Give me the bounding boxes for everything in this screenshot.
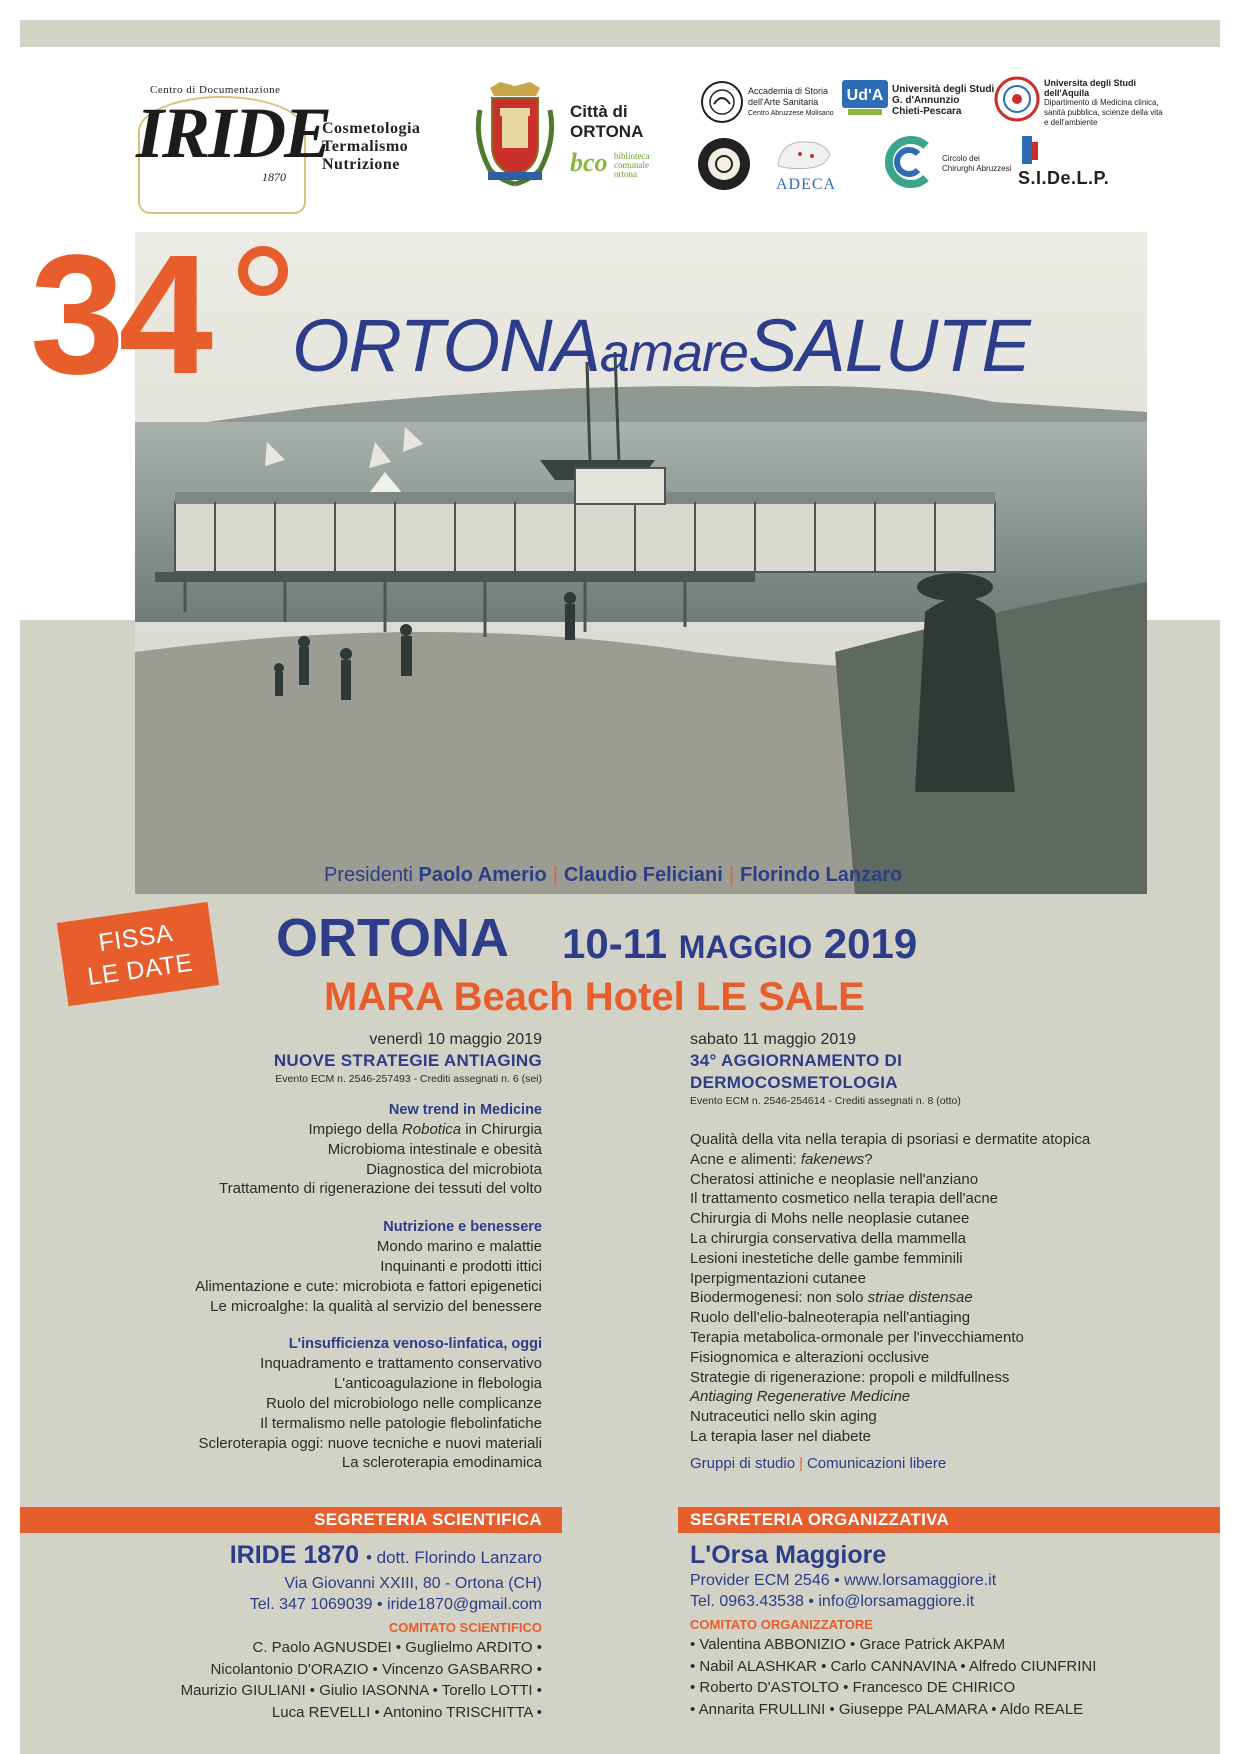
list-item: Antiaging Regenerative Medicine <box>690 1388 911 1406</box>
list-item: Cheratosi attiniche e neoplasie nell'anziano <box>690 1170 979 1188</box>
univ-aquila-line3: Dipartimento di Medicina clinica, <box>1044 98 1159 107</box>
presidents-line <box>324 864 902 887</box>
president-2: Claudio Feliciani <box>563 864 723 886</box>
univ-chieti-label <box>892 84 994 117</box>
bco-sub: biblioteca comunale ortona <box>614 150 650 179</box>
day1-date: venerdì 10 maggio 2019 <box>369 1031 542 1048</box>
list-item: Inquadramento e trattamento conservativo <box>260 1355 542 1373</box>
accademia-line3: Centro Abruzzese Molisano <box>748 110 834 117</box>
citta-line2: ORTONA <box>570 122 644 141</box>
bco-mark: bco <box>570 148 608 177</box>
presidents-label: Presidenti <box>324 864 413 886</box>
list-item: Impiego della Robotica in Chirurgia <box>308 1121 542 1138</box>
list-item: L'anticoagulazione in flebologia <box>333 1375 542 1393</box>
list-item: La scleroterapia emodinamica <box>341 1454 542 1472</box>
edition-number: 34 <box>30 220 208 410</box>
day1-program <box>100 1030 542 1473</box>
list-item: Qualità della vita nella terapia di psoriasi e dermatite atopica <box>690 1131 1091 1148</box>
separator: | <box>799 1454 803 1472</box>
day1-title: NUOVE STRATEGIE ANTIAGING <box>273 1051 542 1070</box>
circolo-line2: Chirurghi Abruzzesi <box>942 164 1012 173</box>
segreteria-scientifica-bar: SEGRETERIA SCIENTIFICA <box>20 1507 562 1533</box>
univ-aquila-seal-icon <box>994 76 1040 122</box>
accademia-seal-icon <box>700 80 744 124</box>
list-item: Lesioni inestetiche delle gambe femminili <box>690 1249 963 1267</box>
seg-sci-address: Via Giovanni XXIII, 80 - Ortona (CH) <box>284 1575 542 1592</box>
univ-chieti-line3: Chieti-Pescara <box>892 106 962 117</box>
comitato-scientifico-title: COMITATO SCIENTIFICO <box>388 1620 542 1635</box>
circolo-chirurghi-logo-icon <box>882 134 938 190</box>
committee-line: Luca REVELLI • Antonino TRISCHITTA • <box>271 1703 542 1721</box>
list-item: Il trattamento cosmetico nella terapia dell'acne <box>690 1190 999 1208</box>
committee-line: C. Paolo AGNUSDEI • Guglielmo ARDITO • <box>252 1639 542 1656</box>
separator: | <box>728 864 735 886</box>
committee-line: • Roberto D'ASTOLTO • Francesco DE CHIRICO <box>690 1679 1016 1696</box>
accademia-line1: Accademia di Storia <box>748 86 829 96</box>
subject-termalismo: Termalismo <box>322 138 409 155</box>
seg-sci-org <box>100 1540 542 1573</box>
bco-logo <box>570 148 668 179</box>
seg-org-name: L'Orsa Maggiore <box>690 1541 887 1569</box>
list-item: Alimentazione e cute: microbiota e fattori epigenetici <box>195 1277 542 1295</box>
univ-chieti-line1: Università degli Studi <box>892 84 995 95</box>
separator: | <box>552 864 558 886</box>
event-city: ORTONA <box>276 908 510 968</box>
iride-year: 1870 <box>262 170 286 184</box>
accademia-line2: dell'Arte Sanitaria <box>748 97 819 107</box>
svg-text:Ud'A: Ud'A <box>846 87 884 104</box>
circolo-line1: Circolo dei <box>942 154 980 163</box>
list-item: Terapia metabolica-ormonale per l'invecchiamento <box>690 1328 1024 1346</box>
day2-program <box>690 1030 1210 1472</box>
ortona-crest-icon <box>470 80 560 188</box>
seg-sci-contact: Tel. 347 1069039 • iride1870@gmail.com <box>249 1596 542 1613</box>
gruppi-di-studio: Gruppi di studio <box>690 1454 796 1472</box>
event-days: 10-11 <box>562 920 668 967</box>
badge-line1: FISSA <box>96 919 175 958</box>
title-amare: amare <box>599 323 748 383</box>
list-item: La terapia laser nel diabete <box>690 1427 871 1445</box>
list-item: Nutraceutici nello skin aging <box>690 1408 877 1426</box>
international-academy-seal-icon <box>696 136 752 192</box>
list-item: Iperpigmentazioni cutanee <box>690 1269 866 1287</box>
list-item: Mondo marino e malattie <box>376 1238 542 1256</box>
list-item: La chirurgia conservativa della mammella <box>690 1229 966 1247</box>
univ-aquila-line4: sanità pubblica, scienze della vita <box>1044 108 1163 117</box>
univ-aquila-line5: e dell'ambiente <box>1044 118 1098 127</box>
ud-a-logo-icon <box>842 80 888 116</box>
list-item: Acne e alimenti: fakenews? <box>690 1150 873 1168</box>
title-ortona: ORTONA <box>292 304 600 387</box>
list-item: Microbioma intestinale e obesità <box>327 1140 542 1158</box>
adeca-map-icon <box>770 136 838 172</box>
seg-org-contact: Tel. 0963.43538 • info@lorsamaggiore.it <box>690 1593 975 1610</box>
sidelp-label: S.I.De.L.P. <box>1018 168 1110 188</box>
iride-wordmark: IRIDE <box>136 93 331 173</box>
univ-aquila-label <box>1044 78 1163 128</box>
degree-symbol <box>238 246 288 296</box>
segreteria-organizzativa-bar: SEGRETERIA ORGANIZZATIVA <box>678 1507 1220 1533</box>
president-1: Paolo Amerio <box>418 864 547 886</box>
seg-org-address: Provider ECM 2546 • www.lorsamaggiore.it <box>690 1572 997 1589</box>
segreteria-organizzativa <box>690 1540 1210 1720</box>
list-item: Ruolo dell'elio-balneoterapia nell'antiaging <box>690 1309 971 1327</box>
univ-aquila-line1: Universita degli Studi <box>1044 78 1137 88</box>
subject-nutrizione: Nutrizione <box>322 156 400 173</box>
list-item: Scleroterapia oggi: nuove tecniche e nuovi materiali <box>198 1434 542 1452</box>
committee-line: Maurizio GIULIANI • Giulio IASONNA • Torello LOTTI • <box>180 1682 542 1699</box>
event-venue: MARA Beach Hotel LE SALE <box>324 975 865 1019</box>
comunicazioni-libere: Comunicazioni libere <box>806 1454 947 1472</box>
subject-cosmetologia: Cosmetologia <box>322 120 421 137</box>
list-item: Fisiognomica e alterazioni occlusive <box>690 1348 930 1366</box>
list-item: Trattamento di rigenerazione dei tessuti del volto <box>219 1180 542 1198</box>
day1-section-title: Nutrizione e benessere <box>383 1219 542 1236</box>
list-item: Ruolo del microbiologo nelle complicanze <box>266 1394 542 1412</box>
sidelp-emblem-icon <box>1020 134 1040 166</box>
committee-line: • Nabil ALASHKAR • Carlo CANNAVINA • Alfredo CIUNFRINI <box>690 1657 1097 1675</box>
day2-ecm: Evento ECM n. 2546-254614 - Crediti assegnati n. 8 (otto) <box>690 1095 961 1107</box>
univ-aquila-line2: dell'Aquila <box>1044 88 1090 98</box>
list-item: Chirurgia di Mohs nelle neoplasie cutanee <box>690 1210 970 1228</box>
iride-org-name: IRIDE 1870 <box>229 1541 359 1569</box>
event-year: 2019 <box>823 920 918 967</box>
citta-di-ortona <box>570 102 643 142</box>
title-salute: SALUTE <box>747 304 1030 387</box>
top-band <box>20 20 1220 47</box>
iride-org-contact-person: • dott. Florindo Lanzaro <box>365 1548 542 1567</box>
day1-ecm: Evento ECM n. 2546-257493 - Crediti assegnati n. 6 (sei) <box>275 1073 542 1085</box>
day2-footer <box>690 1455 1210 1472</box>
segreteria-scientifica <box>100 1540 542 1723</box>
committee-line: • Annarita FRULLINI • Giuseppe PALAMARA • Aldo REALE <box>690 1700 1084 1718</box>
president-3: Florindo Lanzaro <box>740 864 903 886</box>
accademia-label <box>748 86 834 119</box>
list-item: Strategie di rigenerazione: propoli e mildfullness <box>690 1368 1010 1386</box>
day2-title-line1: 34° AGGIORNAMENTO DI <box>690 1051 903 1070</box>
event-dates <box>562 920 917 971</box>
committee-line: Nicolantonio D'ORAZIO • Vincenzo GASBARRO • <box>210 1660 542 1678</box>
circolo-label <box>942 154 1011 174</box>
comitato-organizzatore-title: COMITATO ORGANIZZATORE <box>690 1617 873 1632</box>
event-title <box>292 306 1030 393</box>
day2-title-line2: DERMOCOSMETOLOGIA <box>690 1073 898 1092</box>
adeca-label: ADECA <box>776 176 837 193</box>
citta-line1: Città di <box>570 102 628 121</box>
iride-centro-label: Centro di Documentazione <box>150 84 281 96</box>
day1-section-title: New trend in Medicine <box>388 1102 542 1118</box>
univ-chieti-line2: G. d'Annunzio <box>892 95 960 106</box>
committee-line: • Valentina ABBONIZIO • Grace Patrick AKPAM <box>690 1636 1006 1653</box>
list-item: Diagnostica del microbiota <box>366 1160 542 1178</box>
list-item: Inquinanti e prodotti ittici <box>380 1257 542 1275</box>
day1-section-title: L'insufficienza venoso-linfatica, oggi <box>288 1336 542 1353</box>
day2-date: sabato 11 maggio 2019 <box>690 1031 857 1048</box>
event-month: MAGGIO <box>678 929 813 965</box>
list-item: Il termalismo nelle patologie flebolinfatiche <box>260 1414 542 1432</box>
list-item: Biodermogenesi: non solo striae distensae <box>690 1289 973 1307</box>
list-item: Le microalghe: la qualità al servizio del benessere <box>210 1297 542 1315</box>
badge-line2: LE DATE <box>85 948 195 992</box>
